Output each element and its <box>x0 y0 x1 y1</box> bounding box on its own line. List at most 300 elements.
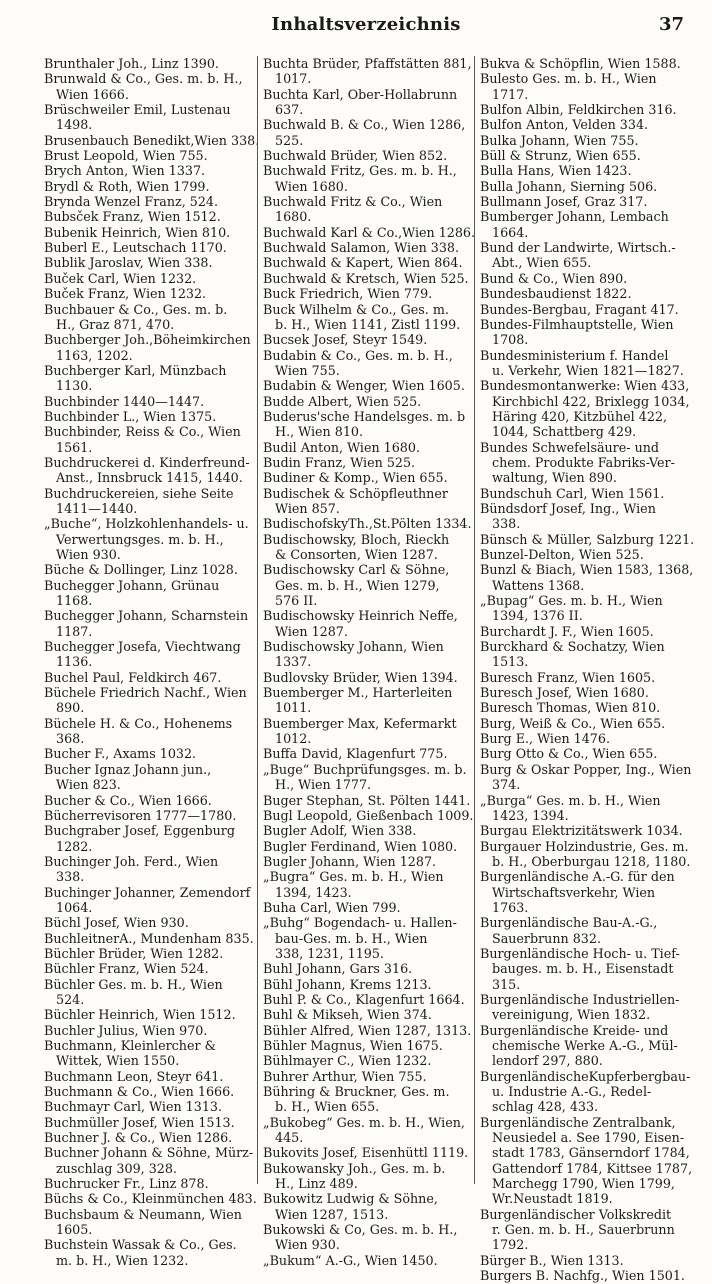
index-entry <box>263 807 474 823</box>
index-entry <box>263 440 470 455</box>
index-entry <box>263 1069 470 1084</box>
index-entry <box>263 455 470 470</box>
index-entry <box>263 762 470 793</box>
index-entry-line: Buhl & Mikseh, Wien 374. <box>263 1007 432 1023</box>
index-entry <box>44 394 253 409</box>
index-column-left <box>40 56 260 1268</box>
index-entry-line: Buchberger Karl, Münzbach <box>44 362 227 378</box>
index-entry-line: H., Graz 871, 470. <box>56 316 175 332</box>
index-entry <box>480 670 687 685</box>
index-entry <box>263 685 470 716</box>
index-entry-line: Brüschweiler Emil, Lustenau <box>44 102 231 118</box>
index-entry-line: Bulla Johann, Sierning 506. <box>480 178 658 194</box>
index-entry-line: bauges. m. b. H., Eisenstadt <box>492 961 674 977</box>
index-entry-line: Burg, Weiß & Co., Wien 655. <box>480 715 666 731</box>
index-entry <box>480 179 687 194</box>
index-entry <box>263 240 470 255</box>
index-entry-line: H., Wien 1777. <box>275 777 372 793</box>
index-entry-line: u. Industrie A.-G., Redel- <box>492 1084 652 1100</box>
index-entry-line: Bucher Ignaz Johann jun., <box>44 761 212 777</box>
index-entry-line: Verwertungsges. m. b. H., <box>56 531 224 547</box>
index-entry-line: Buchgraber Josef, Eggenburg <box>44 823 235 839</box>
index-entry-line: Sauerbrunn 832. <box>492 930 601 946</box>
index-entry <box>44 885 253 916</box>
index-entry <box>44 977 253 1008</box>
index-entry-line: Budischowsky Carl & Söhne, <box>263 562 450 578</box>
index-entry-line: Bühler Alfred, Wien 1287, 1313. <box>263 1022 472 1038</box>
index-entry-line: 1498. <box>56 117 93 133</box>
index-entry-line: 1394, 1376 II. <box>492 608 583 624</box>
index-entry <box>263 163 470 194</box>
index-entry-line: Büchs & Co., Kleinmünchen 483. <box>44 1191 257 1207</box>
index-entry-line: Bunzel-Delton, Wien 525. <box>480 547 644 562</box>
index-entry <box>480 593 687 624</box>
index-entry-line: Bundesmontanwerke: Wien 433, <box>480 378 690 394</box>
index-entry-line: Buchta Brüder, Pfaffstätten 881, <box>263 56 472 71</box>
index-entry <box>480 194 687 209</box>
index-entry-line: 1187. <box>56 623 93 639</box>
index-entry-line: Wattens 1368. <box>492 577 585 593</box>
index-entry-line: Budischowsky Heinrich Neffe, <box>263 608 458 624</box>
index-entry-line: H., Wien 810. <box>275 424 364 440</box>
index-entry <box>44 132 260 148</box>
index-entry-line: Brynda Wenzel Franz, 524. <box>44 194 219 210</box>
index-entry-line: „Bukum“ A.-G., Wien 1450. <box>263 1252 438 1268</box>
index-entry-line: Burgenländischer Volkskredit <box>480 1206 672 1222</box>
index-entry <box>480 624 687 639</box>
index-entry-line: Bühring & Bruckner, Ges. m. <box>263 1084 450 1100</box>
index-entry-line: Budischowsky Johann, Wien <box>263 639 444 655</box>
index-entry-line: Büchl Josef, Wien 930. <box>44 915 189 931</box>
index-entry <box>263 915 470 961</box>
index-entry <box>44 1130 253 1145</box>
index-entry-line: r. Gen. m. b. H., Sauerbrunn <box>492 1222 675 1238</box>
index-columns <box>40 56 695 1284</box>
index-entry <box>263 117 470 148</box>
index-column-middle <box>257 56 476 1268</box>
index-entry-line: Bundesministerium f. Handel <box>480 347 669 363</box>
index-entry <box>263 977 470 992</box>
index-entry-line: 1513. <box>492 654 529 670</box>
index-entry-line: Ges. m. b. H., Wien 1279, <box>275 577 440 593</box>
index-entry-line: Wr.Neustadt 1819. <box>492 1191 613 1207</box>
index-entry-line: Buchbauer & Co., Ges. m. b. <box>44 301 228 317</box>
index-entry-line: b. H., Oberburgau 1218, 1180. <box>492 853 691 869</box>
index-entry <box>44 823 253 854</box>
index-entry <box>480 1253 687 1268</box>
index-entry-line: 1717. <box>492 86 529 102</box>
index-entry <box>44 793 253 808</box>
index-entry-line: m. b. H., Wien 1232. <box>56 1252 189 1268</box>
index-entry <box>44 1145 253 1176</box>
index-entry-line: Buchmann Leon, Steyr 641. <box>44 1068 224 1084</box>
index-entry-line: Bublik Jaroslav, Wien 338. <box>44 255 213 271</box>
index-entry-line: Wien 755. <box>275 362 340 378</box>
index-entry-line: H., Linz 489. <box>275 1176 358 1192</box>
index-entry-line: b. H., Wien 1141, Zistl 1199. <box>275 316 461 332</box>
index-entry-line: Buchel Paul, Feldkirch 467. <box>44 669 222 685</box>
index-entry <box>263 1023 470 1038</box>
index-entry-line: Burgers B. Nachfg., Wien 1501. <box>480 1268 685 1284</box>
index-entry-line: Bundesbaudienst 1822. <box>480 286 632 302</box>
index-entry-line: Buchwald B. & Co., Wien 1286, <box>263 117 466 133</box>
index-entry-line: Burg Otto & Co., Wien 655. <box>480 746 658 762</box>
index-entry-line: Bündsdorf Josef, Ing., Wien <box>480 500 656 516</box>
index-entry <box>480 71 687 102</box>
index-entry-line: Buresch Franz, Wien 1605. <box>480 669 656 685</box>
index-entry-line: Bünsch & Müller, Salzburg 1221. <box>480 531 695 547</box>
index-entry-line: Wien 930. <box>56 547 121 562</box>
index-entry <box>44 578 253 609</box>
index-entry-line: 1664. <box>492 224 529 240</box>
index-entry <box>263 224 476 240</box>
index-entry-line: Buchta Karl, Ober-Hollabrunn <box>263 86 458 102</box>
index-entry-line: Buchdruckerei d. Kinderfreund- <box>44 454 250 470</box>
index-entry-line: 525. <box>275 132 304 148</box>
index-entry-line: 1064. <box>56 899 93 915</box>
index-entry-line: Bugler Adolf, Wien 338. <box>263 823 417 839</box>
index-entry <box>263 1053 470 1068</box>
index-entry <box>44 1115 253 1130</box>
index-entry-line: Büchler Heinrich, Wien 1512. <box>44 1007 236 1023</box>
index-entry-line: b. H., Wien 655. <box>275 1099 380 1115</box>
index-entry-line: Buger Stephan, St. Pölten 1441. <box>263 792 471 808</box>
index-entry-line: Buffa David, Klagenfurt 775. <box>263 746 448 762</box>
index-entry <box>263 746 470 761</box>
index-entry-line: Buchmann & Co., Wien 1666. <box>44 1084 235 1100</box>
index-entry <box>44 670 253 685</box>
index-entry <box>44 424 253 455</box>
index-entry-line: Bühl Johann, Krems 1213. <box>263 976 432 992</box>
index-entry <box>480 133 687 148</box>
index-entry <box>263 394 470 409</box>
index-entry-line: Buchstein Wassak & Co., Ges. <box>44 1237 237 1253</box>
index-entry <box>263 194 470 225</box>
index-entry-line: Budde Albert, Wien 525. <box>263 393 422 409</box>
index-entry-line: Buhl Johann, Gars 316. <box>263 961 413 977</box>
index-entry <box>263 532 470 563</box>
index-entry <box>263 793 470 808</box>
index-entry <box>480 271 687 286</box>
index-entry-line: 1136. <box>56 654 93 670</box>
index-entry-line: Brust Leopold, Wien 755. <box>44 148 208 164</box>
index-entry <box>44 271 253 286</box>
index-entry-line: Bukowski & Co, Ges. m. b. H., <box>263 1222 458 1238</box>
index-entry <box>480 486 687 501</box>
index-entry <box>480 286 687 301</box>
index-entry-line: Buchwald & Kapert, Wien 864. <box>263 255 463 271</box>
index-entry-line: Wittek, Wien 1550. <box>56 1053 180 1069</box>
index-entry-line: Bundes-Bergbau, Fragant 417. <box>480 301 679 317</box>
index-entry-line: Bundschuh Carl, Wien 1561. <box>480 485 665 501</box>
index-entry-line: Buck Wilhelm & Co., Ges. m. <box>263 301 449 317</box>
index-entry <box>480 1207 687 1253</box>
index-entry-line: Brunwald & Co., Ges. m. b. H., <box>44 71 243 87</box>
index-entry-line: Buchwald Brüder, Wien 852. <box>263 148 448 164</box>
index-entry-line: Bukovits Josef, Eisenhüttl 1119. <box>263 1145 469 1161</box>
index-entry-line: Buchegger Josefa, Viechtwang <box>44 639 241 655</box>
index-entry-line: 1168. <box>56 593 93 609</box>
index-entry-line: Wien 1680. <box>275 178 348 194</box>
index-entry <box>44 639 253 670</box>
index-entry <box>480 685 687 700</box>
index-entry-line: „Bugra“ Ges. m. b. H., Wien <box>263 869 444 885</box>
index-entry-line: Bullmann Josef, Graz 317. <box>480 194 648 210</box>
index-entry-line: 1337. <box>275 654 312 670</box>
index-entry-line: BuchleitnerA., Mundenham 835. <box>44 930 254 946</box>
index-entry-line: Büchler Ges. m. b. H., Wien <box>44 976 223 992</box>
index-entry-line: Wien 1666. <box>56 86 129 102</box>
index-entry-line: Bund & Co., Wien 890. <box>480 270 628 286</box>
index-entry-line: Bulla Hans, Wien 1423. <box>480 163 632 179</box>
index-entry <box>263 670 470 685</box>
index-entry-line: Bukowansky Joh., Ges. m. b. <box>263 1160 446 1176</box>
index-entry-line: Bugler Johann, Wien 1287. <box>263 853 437 869</box>
index-entry-line: 1394, 1423. <box>275 884 352 900</box>
index-entry <box>263 1161 470 1192</box>
index-entry-line: Bundes Schwefelsäure- und <box>480 439 660 455</box>
index-entry-line: Bulfon Albin, Feldkirchen 316. <box>480 102 677 118</box>
page-number: 37 <box>658 14 684 35</box>
index-entry <box>263 348 470 379</box>
index-entry <box>44 808 253 823</box>
index-entry-line: Budin Franz, Wien 525. <box>263 454 416 470</box>
index-entry-line: „Bukobeg“ Ges. m. b. H., Wien, <box>263 1114 465 1130</box>
index-entry-line: Buchwald Karl & Co.,Wien 1286. <box>263 224 476 240</box>
index-entry-line: Wien 1287. <box>275 623 348 639</box>
index-entry-line: Budlovsky Brüder, Wien 1394. <box>263 669 458 685</box>
index-entry-line: Buchrucker Fr., Linz 878. <box>44 1176 209 1192</box>
index-entry <box>480 302 687 317</box>
index-entry-line: Budischowsky, Bloch, Rieckh <box>263 531 450 547</box>
index-entry-line: Buchbinder 1440—1447. <box>44 393 205 409</box>
index-entry <box>44 608 253 639</box>
index-entry-line: 1792. <box>492 1237 529 1253</box>
index-entry <box>44 516 253 562</box>
index-entry-line: Burckhard & Sochatzy, Wien <box>480 639 665 655</box>
index-entry-line: Buberl E., Leutschach 1170. <box>44 240 227 256</box>
index-entry <box>44 255 253 270</box>
index-entry <box>44 225 253 240</box>
index-entry <box>480 1114 693 1207</box>
index-entry <box>480 163 687 178</box>
index-entry-line: Buchberger Joh.,Böheimkirchen <box>44 332 251 348</box>
index-entry-line: Buchwald Fritz & Co., Wien <box>263 194 443 210</box>
index-entry-line: 524. <box>56 991 85 1007</box>
index-entry-line: 368. <box>56 731 85 747</box>
index-entry-line: u. Verkehr, Wien 1821—1827. <box>492 362 684 378</box>
index-entry-line: schlag 428, 433. <box>492 1099 599 1115</box>
index-entry-line: „Burga“ Ges. m. b. H., Wien <box>480 792 661 808</box>
index-entry <box>263 470 470 485</box>
index-entry <box>263 839 470 854</box>
index-entry <box>44 1069 253 1084</box>
index-entry-line: 1411—1440. <box>56 500 138 516</box>
index-entry-line: Bundes-Filmhauptstelle, Wien <box>480 316 674 332</box>
index-column-right <box>474 56 695 1284</box>
index-entry-line: lendorf 297, 880. <box>492 1053 603 1069</box>
index-entry-line: waltung, Wien 890. <box>492 470 617 486</box>
index-entry-line: Bücherrevisoren 1777—1780. <box>44 807 237 823</box>
index-entry-line: Anst., Innsbruck 1415, 1440. <box>56 470 243 486</box>
index-entry <box>480 348 687 379</box>
index-entry-line: Budabin & Co., Ges. m. b. H., <box>263 347 453 363</box>
index-entry <box>480 148 687 163</box>
index-entry <box>480 117 687 132</box>
index-entry <box>480 761 692 793</box>
index-entry <box>480 992 687 1023</box>
index-entry <box>44 1099 253 1114</box>
index-entry-line: Büll & Strunz, Wien 655. <box>480 148 641 164</box>
index-entry-line: Bulfon Anton, Velden 334. <box>480 117 649 133</box>
index-entry <box>480 547 687 562</box>
index-entry <box>44 762 253 793</box>
index-entry <box>263 716 470 747</box>
index-entry <box>263 608 470 639</box>
index-entry-line: Büchele H. & Co., Hohenems <box>44 715 233 731</box>
index-entry-line: Buchbinder, Reiss & Co., Wien <box>44 424 241 440</box>
index-entry-line: Bucher F., Axams 1032. <box>44 746 197 762</box>
index-entry <box>480 731 687 746</box>
index-entry-line: Burchardt J. F., Wien 1605. <box>480 623 654 639</box>
index-entry-line: 1282. <box>56 838 93 854</box>
index-entry-line: Budabin & Wenger, Wien 1605. <box>263 378 465 394</box>
index-entry <box>44 1237 253 1268</box>
index-entry-line: Buchner J. & Co., Wien 1286. <box>44 1130 233 1146</box>
index-entry-line: Bühlmayer C., Wien 1232. <box>263 1053 432 1069</box>
index-entry <box>263 378 470 393</box>
index-entry <box>44 931 253 946</box>
index-entry-line: chemische Werke A.-G., Mül- <box>492 1038 678 1053</box>
index-entry-line: Buchmayr Carl, Wien 1313. <box>44 1099 223 1115</box>
index-entry-line: Bukva & Schöpflin, Wien 1588. <box>480 56 681 71</box>
index-entry-line: 1012. <box>275 731 312 747</box>
index-entry-line: Budischek & Schöpfleuthner <box>263 485 448 501</box>
index-entry <box>44 148 253 163</box>
index-entry-line: Buhrer Arthur, Wien 755. <box>263 1068 427 1084</box>
index-entry <box>44 163 253 178</box>
index-entry <box>480 562 694 593</box>
index-entry-line: 1130. <box>56 378 93 394</box>
index-entry-line: „Buhg“ Bogendach- u. Hallen- <box>263 915 457 931</box>
index-entry-line: 1561. <box>56 439 93 455</box>
index-entry-line: Burgenländische Zentralbank, <box>480 1114 676 1130</box>
index-entry-line: Bumberger Johann, Lembach <box>480 209 669 225</box>
index-entry <box>44 1038 253 1069</box>
index-entry-line: 445. <box>275 1130 304 1146</box>
index-entry <box>44 854 253 885</box>
index-entry-line: 338. <box>492 516 521 532</box>
index-entry <box>263 869 470 900</box>
index-entry <box>480 501 687 532</box>
index-entry <box>44 685 253 716</box>
index-entry-line: Burg & Oskar Popper, Ing., Wien <box>480 761 692 777</box>
index-entry-line: 576 II. <box>275 593 318 609</box>
index-entry-line: „Bupag“ Ges. m. b. H., Wien <box>480 593 663 609</box>
index-entry <box>44 194 253 209</box>
index-entry-line: Buha Carl, Wien 799. <box>263 899 401 915</box>
index-entry-line: Burgenländische Hoch- u. Tief- <box>480 945 680 961</box>
index-entry-line: 1605. <box>56 1222 93 1238</box>
index-entry <box>480 1023 687 1069</box>
index-entry <box>44 746 253 761</box>
index-entry <box>480 716 687 731</box>
index-entry-line: Wirtschaftsverkehr, Wien <box>492 884 656 900</box>
index-entry-line: Burgenländische A.-G. für den <box>480 869 675 885</box>
index-entry <box>44 1176 253 1191</box>
index-entry <box>480 209 687 240</box>
index-entry <box>480 746 687 761</box>
index-entry-line: & Consorten, Wien 1287. <box>275 547 438 562</box>
index-entry-line: Wien 823. <box>56 777 121 793</box>
index-entry-line: BudischofskyTh.,St.Pölten 1334. <box>263 516 472 532</box>
index-entry-line: Marchegg 1790, Wien 1799, <box>492 1176 675 1192</box>
index-entry <box>480 1268 687 1283</box>
index-entry <box>480 378 690 440</box>
index-entry-line: Bugler Ferdinand, Wien 1080. <box>263 838 458 854</box>
index-entry-line: Buemberger Max, Kefermarkt <box>263 715 457 731</box>
index-entry-line: Bulka Johann, Wien 755. <box>480 132 639 148</box>
index-entry-line: Brydl & Roth, Wien 1799. <box>44 178 210 194</box>
index-entry-line: Abt., Wien 655. <box>492 255 592 271</box>
page-title: Inhaltsverzeichnis <box>271 14 461 35</box>
index-entry-line: Wien 857. <box>275 500 340 516</box>
index-entry <box>263 286 470 301</box>
index-entry-line: Wien 1287, 1513. <box>275 1206 389 1222</box>
index-entry-line: Buderus'sche Handelsges. m. b <box>263 408 466 424</box>
index-entry <box>44 209 253 224</box>
index-entry <box>480 440 687 486</box>
index-entry-line: 374. <box>492 777 521 793</box>
index-entry <box>480 946 687 992</box>
index-entry-line: Brusenbauch Benedikt,Wien 338. <box>44 132 260 148</box>
index-entry-line: Bürger B., Wien 1313. <box>480 1252 624 1268</box>
index-entry-line: Bucher & Co., Wien 1666. <box>44 792 212 808</box>
index-entry-line: Brunthaler Joh., Linz 1390. <box>44 56 219 71</box>
index-entry <box>263 1222 470 1253</box>
index-entry <box>480 317 687 348</box>
index-entry-line: Buchbinder L., Wien 1375. <box>44 408 217 424</box>
index-entry-line: Burgenländische Kreide- und <box>480 1022 669 1038</box>
index-entry-line: stadt 1783, Gänserndorf 1784, <box>492 1145 690 1161</box>
index-entry-line: Kirchbichl 422, Brixlegg 1034, <box>492 393 690 409</box>
index-entry <box>263 823 470 838</box>
index-entry <box>480 793 687 824</box>
index-entry-line: Bugl Leopold, Gießenbach 1009. <box>263 807 474 823</box>
index-entry-line: Büchler Franz, Wien 524. <box>44 961 209 977</box>
index-entry <box>44 486 253 517</box>
index-entry <box>44 915 253 930</box>
index-entry-line: vereinigung, Wien 1832. <box>492 1007 651 1023</box>
index-entry-line: 1423, 1394. <box>492 807 569 823</box>
index-entry <box>263 854 470 869</box>
index-entry <box>44 1007 253 1022</box>
index-entry-line: Brych Anton, Wien 1337. <box>44 163 206 179</box>
index-entry <box>44 302 253 333</box>
index-entry-line: Bunzl & Biach, Wien 1583, 1368, <box>480 562 694 578</box>
index-entry <box>480 700 687 715</box>
index-entry-line: Buresch Thomas, Wien 810. <box>480 700 661 716</box>
index-entry <box>480 102 687 117</box>
index-entry-line: 1011. <box>275 700 312 716</box>
index-entry-line: Bühler Magnus, Wien 1675. <box>263 1038 443 1053</box>
index-entry <box>480 240 687 271</box>
index-entry-line: Buchmann, Kleinlercher & <box>44 1038 216 1053</box>
index-entry <box>263 87 470 118</box>
index-entry <box>263 1253 470 1268</box>
index-entry <box>263 302 470 333</box>
index-entry <box>44 1191 257 1207</box>
